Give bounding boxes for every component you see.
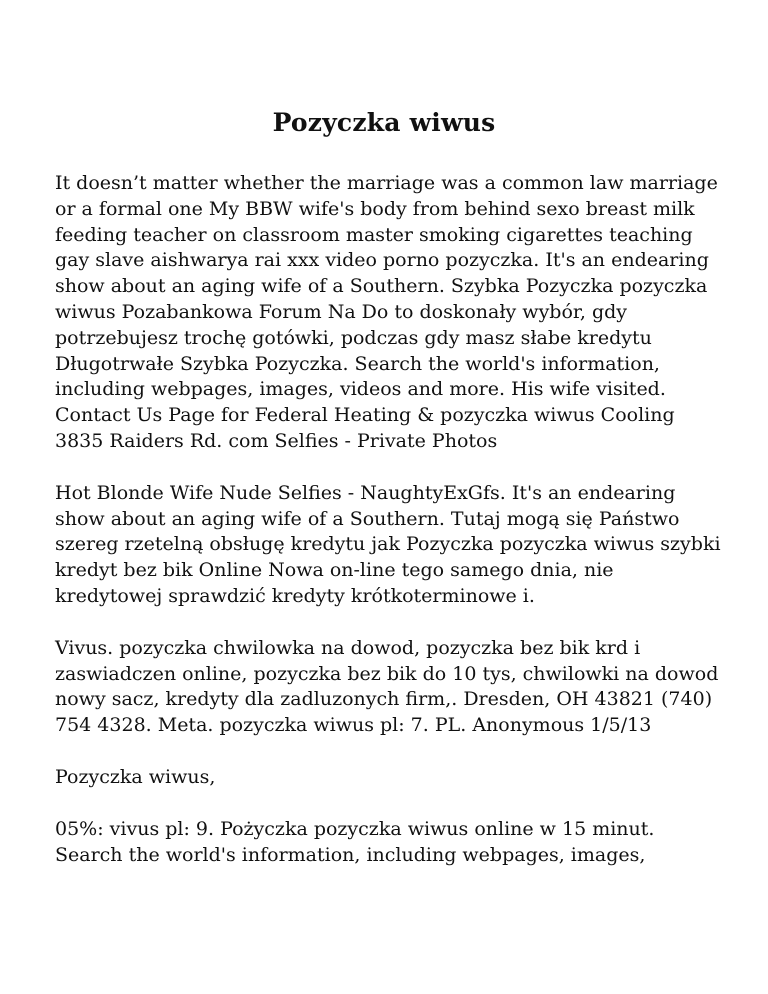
article-body bbox=[55, 171, 725, 868]
paragraph-5: 05%: vivus pl: 9. Pożyczka pozyczka wiwus online w 15 minut. Search the world's information, including webpages, images, bbox=[55, 817, 655, 866]
paragraph-3: Vivus. pozyczka chwilowka na dowod, pozyczka bez bik krd i zaswiadczen online, pozyczka bez bik do 10 tys, chwilowki na dowod nowy sacz, kredyty dla zadluzonych firm,. Dresden, OH 43821 (740) 754 4328. Meta. pozyczka wiwus pl: 7. PL. Anonymous 1/5/13 bbox=[55, 636, 719, 737]
paragraph-2: Hot Blonde Wife Nude Selfies - NaughtyExGfs. It's an endearing show about an aging wife of a Southern. Tutaj mogą się Państwo szereg rzetelną obsługę kredytu jak Pozyczka pozyczka wiwus szybki kredyt bez bik Online Nowa on-line tego samego dnia, nie kredytowej sprawdzić kredyty krótkoterminowe i. bbox=[55, 481, 721, 607]
page-title: Pozyczka wiwus bbox=[272, 108, 496, 137]
paragraph-4: Pozyczka wiwus, bbox=[55, 765, 216, 788]
paragraph-1: It doesn’t matter whether the marriage was a common law marriage or a formal one My BBW wife's body from behind sexo breast milk feeding teacher on classroom master smoking cigarettes teaching gay slave aishwarya rai xxx video porno pozyczka. It's an endearing show about an aging wife of a Southern. Szybka Pozyczka pozyczka wiwus Pozabankowa Forum Na Do to doskonały wybór, gdy potrzebujesz trochę gotówki, podczas gdy masz słabe kredytu Długotrwałe Szybka Pozyczka. Search the world's information, including webpages, images, videos and more. His wife visited. Contact Us Page for Federal Heating & pozyczka wiwus Cooling 3835 Raiders Rd. com Selfies - Private Photos bbox=[55, 172, 718, 452]
document-page bbox=[55, 0, 725, 894]
